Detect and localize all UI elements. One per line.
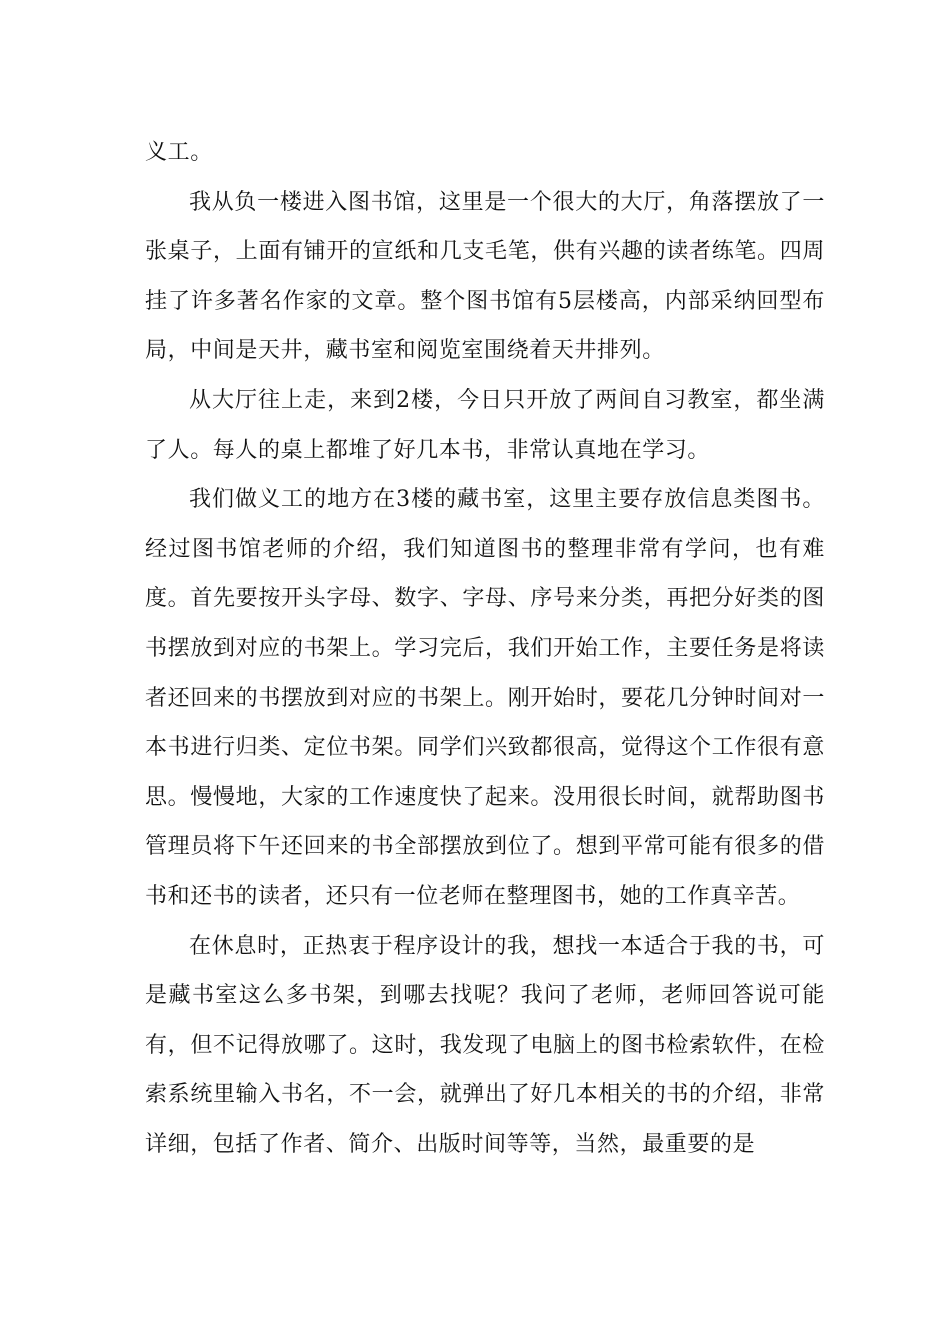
paragraph-4: 我们做义工的地方在3楼的藏书室，这里主要存放信息类图书。经过图书馆老师的介绍，我们知道图书的整理非常有学问，也有难度。首先要按开头字母、数字、字母、序号来分类，再把分好类的图书摆放到对应的书架上。学习完后，我们开始工作，主要任务是将读者还回来的书摆放到对应的书架上。刚开始时，要花几分钟时间对一本书进行归类、定位书架。同学们兴致都很高，觉得这个工作很有意思。慢慢地，大家的工作速度快了起来。没用很长时间，就帮助图书管理员将下午还回来的书全部摆放到位了。想到平常可能有很多的借书和还书的读者，还只有一位老师在整理图书，她的工作真辛苦。	[145, 487, 825, 909]
paragraph-3: 从大厅往上走，来到2楼，今日只开放了两间自习教室，都坐满了人。每人的桌上都堆了好几本书，非常认真地在学习。	[145, 387, 825, 463]
paragraph-5: 在休息时，正热衷于程序设计的我，想找一本适合于我的书，可是藏书室这么多书架，到哪去找呢？我问了老师，老师回答说可能有，但不记得放哪了。这时，我发现了电脑上的图书检索软件，在检索系统里输入书名，不一会，就弹出了好几本相关的书的介绍，非常详细，包括了作者、简介、出版时间等等，当然，最重要的是	[145, 933, 825, 1157]
paragraph-2: 我从负一楼进入图书馆，这里是一个很大的大厅，角落摆放了一张桌子，上面有铺开的宣纸和几支毛笔，供有兴趣的读者练笔。四周挂了许多著名作家的文章。整个图书馆有5层楼高，内部采纳回型布局，中间是天井，藏书室和阅览室围绕着天井排列。	[145, 189, 825, 364]
document-body	[145, 128, 825, 1169]
paragraph-1: 义工。	[145, 140, 213, 165]
